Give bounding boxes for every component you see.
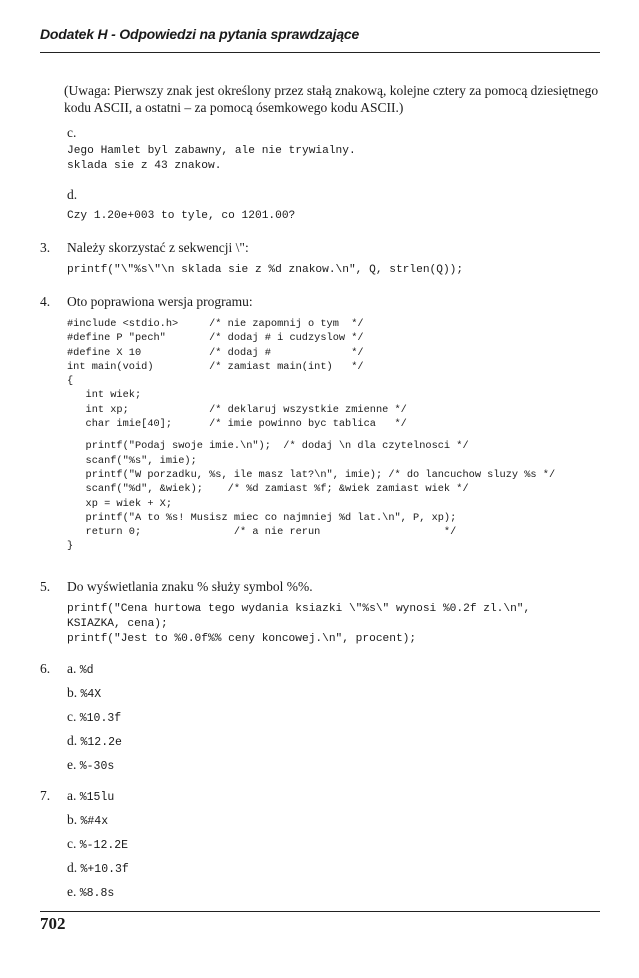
code-line: scanf("%d", &wiek); /* %d zamiast %f; &wiek zamiast wiek */	[67, 483, 469, 496]
item-5-code	[67, 602, 530, 647]
item-3-text: Należy skorzystać z sekwencji \":	[67, 240, 249, 255]
item-5-text: Do wyświetlania znaku % służy symbol %%.	[67, 579, 313, 594]
item-4-text: Oto poprawiona wersja programu:	[67, 294, 253, 309]
code-line: {	[67, 375, 74, 388]
item-5-number: 5.	[40, 579, 51, 594]
part-value: %15lu	[79, 791, 115, 804]
item-3-number: 3.	[40, 240, 51, 255]
part-label: b.	[67, 685, 78, 700]
part-value: %12.2e	[80, 736, 122, 749]
page-number: 702	[40, 914, 66, 933]
part-value: %4X	[80, 688, 102, 701]
part-c-label: c.	[67, 125, 77, 140]
part-value: %+10.3f	[80, 863, 129, 876]
code-line: #define X 10 /* dodaj # */	[67, 346, 364, 359]
part-label: c.	[67, 709, 77, 724]
code-line: return 0; /* a nie rerun */	[67, 526, 457, 539]
item-4-number: 4.	[40, 294, 51, 309]
code-line: xp = wiek + X;	[67, 497, 173, 510]
part-label: e.	[67, 757, 77, 772]
part-value: %-30s	[79, 760, 115, 773]
part-value: %#4x	[80, 815, 109, 828]
item-7-number: 7.	[40, 788, 51, 803]
item-6-part-e	[67, 757, 114, 773]
part-label: d.	[67, 733, 78, 748]
page-header: Dodatek H - Odpowiedzi na pytania sprawdzające	[40, 26, 360, 42]
part-label: a.	[67, 661, 77, 676]
code-line: char imie[40]; /* imie powinno byc tablica */	[67, 418, 407, 431]
code-line: int wiek;	[67, 389, 142, 402]
part-value: %8.8s	[79, 887, 115, 900]
code-line: printf("Jest to %0.0f%% ceny koncowej.\n", procent);	[67, 633, 417, 645]
item-6-part-d	[67, 733, 122, 749]
part-label: b.	[67, 812, 78, 827]
item-4-code	[67, 317, 555, 554]
code-line: int main(void) /* zamiast main(int) */	[67, 360, 364, 373]
item-7-part-e	[67, 884, 114, 900]
footer-rule	[40, 911, 600, 912]
part-label: c.	[67, 836, 77, 851]
header-rule	[40, 52, 600, 53]
code-line: printf("A to %s! Musisz miec co najmniej %d lat.\n", P, xp);	[67, 511, 457, 524]
item-6-number: 6.	[40, 661, 51, 676]
item-6-part-b	[67, 685, 101, 701]
code-line: }	[67, 540, 74, 553]
output-line: Czy 1.20e+003 to tyle, co 1201.00?	[67, 210, 296, 222]
part-value: %d	[79, 664, 94, 677]
output-line: sklada sie z 43 znakow.	[67, 160, 222, 172]
note-paragraph: (Uwaga: Pierwszy znak jest określony przez stałą znakową, kolejne cztery za pomocą dziesiętnego kodu ASCII, a ostatni – za pomocą ósemkowego kodu ASCII.)	[64, 83, 599, 115]
item-3-code: printf("\"%s\"\n sklada sie z %d znakow.\n", Q, strlen(Q));	[67, 264, 464, 276]
code-line	[67, 431, 555, 439]
code-line: scanf("%s", imie);	[67, 454, 197, 467]
code-line: #include <stdio.h> /* nie zapomnij o tym */	[67, 318, 364, 330]
code-line: #define P "pech" /* dodaj # i cudzyslow */	[67, 332, 364, 345]
code-line: int xp; /* deklaruj wszystkie zmienne */	[67, 403, 407, 416]
item-7-part-b	[67, 812, 108, 828]
part-d-label: d.	[67, 187, 78, 202]
code-line: KSIAZKA, cena);	[67, 618, 168, 630]
code-line: printf("W porzadku, %s, ile masz lat?\n", imie); /* do lancuchow sluzy %s */	[67, 468, 556, 481]
output-line: Jego Hamlet byl zabawny, ale nie trywialny.	[67, 145, 356, 157]
item-7-part-c	[67, 836, 128, 852]
item-7-part-d	[67, 860, 129, 876]
part-value: %-12.2E	[79, 839, 129, 852]
part-label: e.	[67, 884, 77, 899]
part-label: d.	[67, 860, 78, 875]
part-c-output	[67, 144, 356, 174]
part-d-output	[67, 209, 295, 224]
item-6-part-a	[67, 661, 94, 677]
part-value: %10.3f	[79, 712, 122, 725]
part-label: a.	[67, 788, 77, 803]
code-line: printf("Cena hurtowa tego wydania ksiazki \"%s\" wynosi %0.2f zl.\n",	[67, 603, 531, 615]
item-7-part-a	[67, 788, 114, 804]
item-6-part-c	[67, 709, 121, 725]
code-line: printf("Podaj swoje imie.\n"); /* dodaj \n dla czytelnosci */	[67, 440, 469, 453]
